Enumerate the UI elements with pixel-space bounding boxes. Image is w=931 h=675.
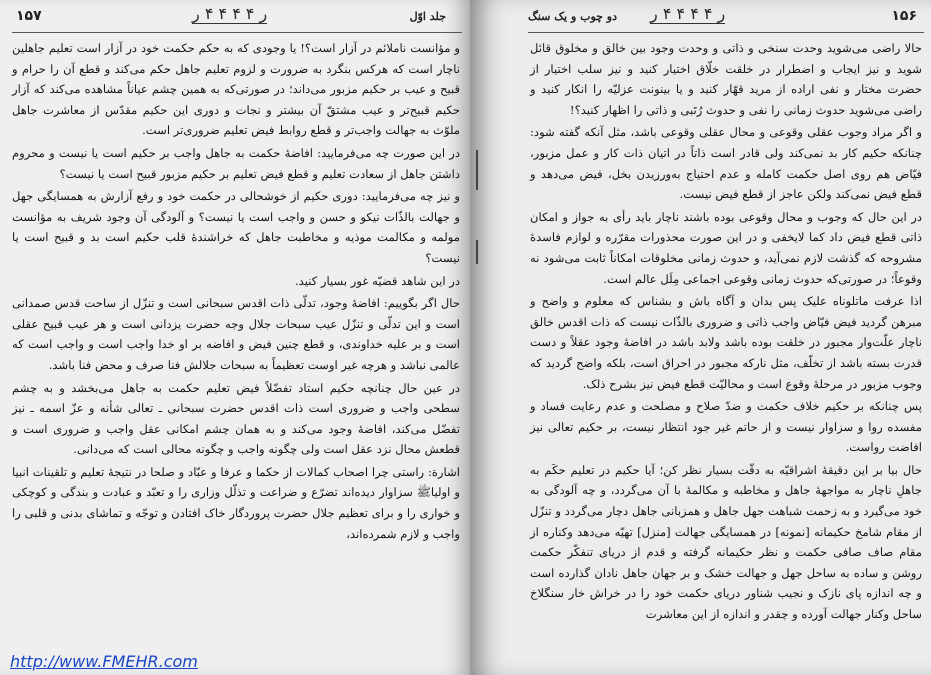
source-website-link[interactable]: http://www.FMEHR.com xyxy=(10,652,198,671)
paragraph: حالا راضی می‌شوید وحدت سنخی و ذاتی و وحدت وجود بین خالق و مخلوق قائل شوید و نیز ایجاب و اضطرار در خلقت خلّاق اختیار کنید و نیز سلب اختیار از حضرت مختار و نفی اراده از مرید قهّار کنید و یا بینونت عزلیّه را انکار کنید و راضی می‌شوید حدوث زمانی را نفی و حدوث رُتَبی و ذاتی را اظهار کنید؟! xyxy=(530,41,922,117)
right-page-stamp: ر ۴ ۴ ۴ ۴ ر xyxy=(650,4,726,23)
paragraph: در عین حال چنانچه حکیم استاد تفضّلاً فیض تعلیم حکمت به جاهل می‌بخشد و به چشم سطحی واجب و ضروری است ذات اقدس حضرت سبحانی ـ تعالی شأنه و عزّ اسمه ـ نیز تفضّل می‌کند، افاضهٔ وجود می‌کند و به همان چشم امکانی عقل واجب و ضروری است و قطعش محال نزد عقل است ولی چگونه واجب و چگونه محالی است که می‌دانی. xyxy=(12,380,460,457)
right-page-number: ۱۵۶ xyxy=(891,8,917,24)
paragraph: و اگر مراد وجوب عقلی وقوعی و محال عقلی وقوعی باشد، مثل آنکه گفته شود: چنانکه حکیم کار بد نمی‌کند ولی قادر است ذاتاً در اتیان ذات کار و عمل مزبور، فیّاض هم روی اصل حکمت کامله و عدم احتیاج به‌ورزیدن بخل، فیض می‌دهد و قطع فیض نمی‌کند ولکن عاجز از قطع فیض نیست. xyxy=(530,125,922,202)
paragraph: و نیز چه می‌فرمایید: دوری حکیم از خوشحالی در حکمت خود و رفع آزارش به همسایگی جهل و جهالت بالذّات نیکو و حسن و واجب است یا نیست؟ و آلودگی آن وجود شریف به مؤانست مولمه و مکالمت موذیه و مخاطبت جاهل که خراشندهٔ قلب حکیم است بد و قبیح است یا نیست؟ xyxy=(12,189,460,265)
paragraph: و مؤانست ناملائم در آزار است؟! یا وجودی که به حکم حکمت خود در آزار است تعلیم جاهلین ناچار است که هرکس بنگرد به ضرورت و لزوم تعلیم جاهل حکم می‌کند و قطع آن را حرام و قبیح و عیب بر حکیم مزبور می‌داند؛ در صورتی‌که به همین چشم عیاناً مشاهده می‌کند که آزار حکیم قبیح‌تر و عیب مشتقّ آن بیشتر و نجات و دوری این حکیم مقدّس از معاشرت جاهل ملوّث به جهالت واجب‌تر و قطع روابط فیض تعلیم ضروری‌تر است. xyxy=(12,41,460,138)
gutter-mark xyxy=(476,150,478,190)
paragraph: در این حال که وجوب و محال وقوعی بوده باشند ناچار باید رأی به جواز و امکان ذاتی قطع فیض داد کما لایخفی و در این صورت محذورات مقرّره و لوازم فاسدهٔ مشروحه که گذشت لازم نمی‌آید، و حدوث زمانی مخلوقات امکاناً ثابت می‌شود نه وقوعاً؛ در صورتی‌که حدوث زمانی وقوعی اجماعی مِلَل عالم است. xyxy=(530,209,922,286)
right-running-head: دو چوب و یک سنگ xyxy=(528,10,617,23)
paragraph: در این صورت چه می‌فرمایید: افاضهٔ حکمت به جاهل واجب بر حکیم است یا نیست و محروم داشتن جاهل از سعادت تعلیم و قطع فیض تعلیم بر حکیم مزبور قبیح است یا نیست؟ xyxy=(12,145,460,181)
left-page-body xyxy=(12,38,460,546)
paragraph: حال اگر بگوییم: افاضهٔ وجود، تدلّی ذات اقدس سبحانی است و تنزّل از ساحت قدس صمدانی است و این تدلّی و تنزّل عیب سبحات جلال وجه حضرت یزدانی است و هر عیب قبیح عقلی است و بر علیه خداوندی، و قطع چنین فیض و افاضه بر او خدا واجب است و واجب است که عالمی نباشد و هرچه غیر اوست تعظیماً به سبحات جلالش فنا صرف و محض فنا باشد. xyxy=(12,296,460,372)
left-header-rule xyxy=(12,32,462,33)
left-page-header xyxy=(0,4,470,34)
left-page-number: ۱۵۷ xyxy=(16,8,42,24)
paragraph: در این شاهد قضیّه غور بسیار کنید. xyxy=(294,273,460,288)
right-page xyxy=(470,0,931,675)
paragraph: اشارة: راستی چرا اصحاب کمالات از حکما و عرفا و عبّاد و صلحا در نتیجهٔ تعلیم و تلقینات انبیا و اولیاﷺ سزاوار دیده‌اند تضرّع و ضراعت و تذلّل وزاری را و تعبّد و عبادت و بندگی و کوچکی و خواری را و برای تعظیم جلال حضرت پروردگار خاک افتادن و توجّه و تماشای بدنی و قلبی را واجب و لازم شمرده‌اند، xyxy=(12,464,460,541)
left-page-stamp: ر ۴ ۴ ۴ ۴ ر xyxy=(192,4,268,23)
right-page-header xyxy=(470,4,931,34)
right-page-body xyxy=(530,38,922,627)
paragraph: پس چنانکه بر حکیم خلاف حکمت و ضدّ صلاح و مصلحت و عدم رعایت فساد و مفسده روا و سزاوار نیست و از حاتم غیر جود انتظار نیست، بر حکیم تعالی نیز افاضت رواست. xyxy=(530,399,922,455)
gutter-mark xyxy=(476,240,478,264)
left-running-head: جلد اوّل xyxy=(409,10,446,23)
paragraph: اذا عرفت ماتلوناه علیک پس بدان و آگاه باش و بشناس که معلوم و واضح و مبرهن گردید فیض فیّاض واجب ذاتی و ضروری بالذّات نیست که ذات اقدس خالق ناچار علّت‌وار مجبور در خلقت بوده باشد ولابد باشد در افاضهٔ وجود عقلاً و دست قدرت بسته باشد از تخلّف، مثل نارکه مجبور در احراق است، بلکه واضح گردید که وجوب مزبور در مرحلهٔ وقوع است و محالیّت قطع فیض نیز بشرح ذلک. xyxy=(530,294,922,391)
paragraph: حال بیا بر این دقیقهٔ اشراقیّه به دقّت بسیار نظر کن؛ آیا حکیم در تعلیم حکَم به جاهلِ ناچار به مواجههٔ جاهل و مخاطبه و مکالمهٔ با آن می‌گردد، و چه آلودگی به خود می‌گیرد و به زحمت شباهت جهل جاهل و همزبانی جاهل دچار می‌گردد و تنزّل از مقام شامخ حکیمانه [نمونه] در همسایگی جهالت [منزل] تهیّه می‌دهد وکناره از مقام صاف صافی حکمت و نظر حکیمانه گرفته و قدم از دریای تنفکّر حکمت روشن و ساده به ساحل جهل و جهالت خشک و بر جهان جاهل نادان گذارده است و چه اندازه پای نازک و نجیب شناور دریای حکمت خود را در خراش خار سنگلاخ ساحل وکنار جهالت آورده و چقدر و اندازه از این معاشرت xyxy=(530,462,923,622)
right-header-rule xyxy=(528,32,924,33)
